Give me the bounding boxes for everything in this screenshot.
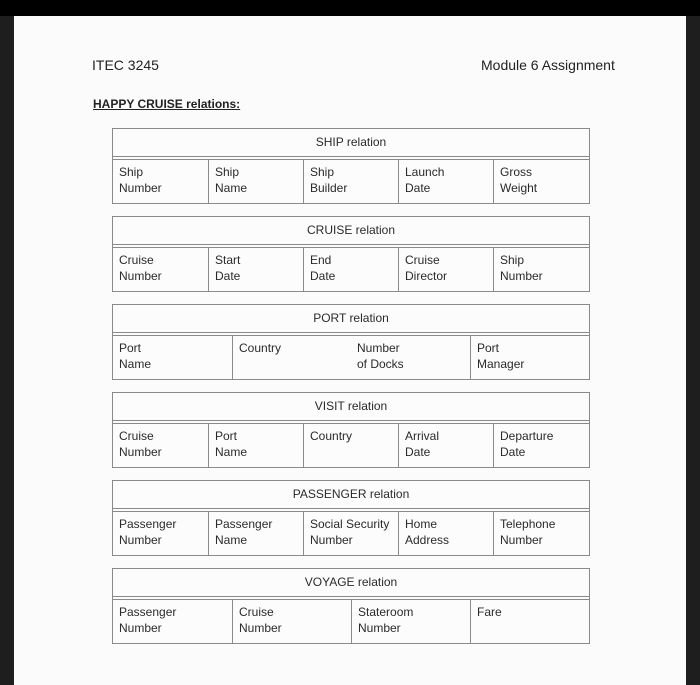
assignment-title: Module 6 Assignment xyxy=(481,57,615,73)
attribute-cell: Social Security Number xyxy=(303,512,398,555)
section-title: HAPPY CRUISE relations: xyxy=(93,97,241,111)
attribute-cell: End Date xyxy=(303,248,398,291)
attribute-cell: Stateroom Number xyxy=(351,600,470,643)
attribute-cell: Fare xyxy=(470,600,589,643)
attribute-cell: Port Name xyxy=(119,341,152,371)
port-relation-table xyxy=(112,304,590,380)
table-row xyxy=(113,600,589,643)
attribute-cell: Ship Number xyxy=(119,165,162,195)
attribute-cell: Country xyxy=(232,336,351,379)
relation-title: VISIT relation xyxy=(113,393,589,421)
attribute-cell: Start Date xyxy=(208,248,303,291)
attribute-cell: Cruise Director xyxy=(398,248,493,291)
attribute-cell: Departure Date xyxy=(493,424,589,467)
table-row xyxy=(113,424,589,467)
attribute-cell: Number of Docks xyxy=(357,341,404,371)
attribute-cell: Ship Name xyxy=(208,160,303,203)
attribute-cell: Ship Builder xyxy=(303,160,398,203)
relation-title: PASSENGER relation xyxy=(113,481,589,509)
left-border xyxy=(0,16,14,685)
table-row xyxy=(113,512,589,555)
attribute-cell: Gross Weight xyxy=(493,160,589,203)
voyage-relation-table xyxy=(112,568,590,644)
attribute-cell: Arrival Date xyxy=(398,424,493,467)
right-border xyxy=(686,16,700,685)
relation-title: CRUISE relation xyxy=(113,217,589,245)
table-row xyxy=(113,160,589,203)
relation-title: PORT relation xyxy=(113,305,589,333)
table-row xyxy=(113,248,589,291)
attribute-cell: Passenger Name xyxy=(208,512,303,555)
attribute-cell: Cruise Number xyxy=(119,253,162,283)
attribute-cell: Passenger Number xyxy=(119,605,177,635)
relation-title: VOYAGE relation xyxy=(113,569,589,597)
attribute-cell: Ship Number xyxy=(493,248,589,291)
attribute-cell: Home Address xyxy=(398,512,493,555)
cruise-relation-table xyxy=(112,216,590,292)
attribute-cell: Launch Date xyxy=(398,160,493,203)
attribute-cell: Cruise Number xyxy=(232,600,351,643)
relation-title: SHIP relation xyxy=(113,129,589,157)
table-row xyxy=(113,336,589,379)
attribute-cell: Country xyxy=(303,424,398,467)
attribute-cell: Port Name xyxy=(208,424,303,467)
ship-relation-table xyxy=(112,128,590,204)
attribute-cell: Telephone Number xyxy=(493,512,589,555)
visit-relation-table xyxy=(112,392,590,468)
attribute-cell: Cruise Number xyxy=(119,429,162,459)
attribute-cell: Passenger Number xyxy=(119,517,177,547)
attribute-cell: Port Manager xyxy=(470,336,589,379)
course-code: ITEC 3245 xyxy=(92,57,159,73)
passenger-relation-table xyxy=(112,480,590,556)
